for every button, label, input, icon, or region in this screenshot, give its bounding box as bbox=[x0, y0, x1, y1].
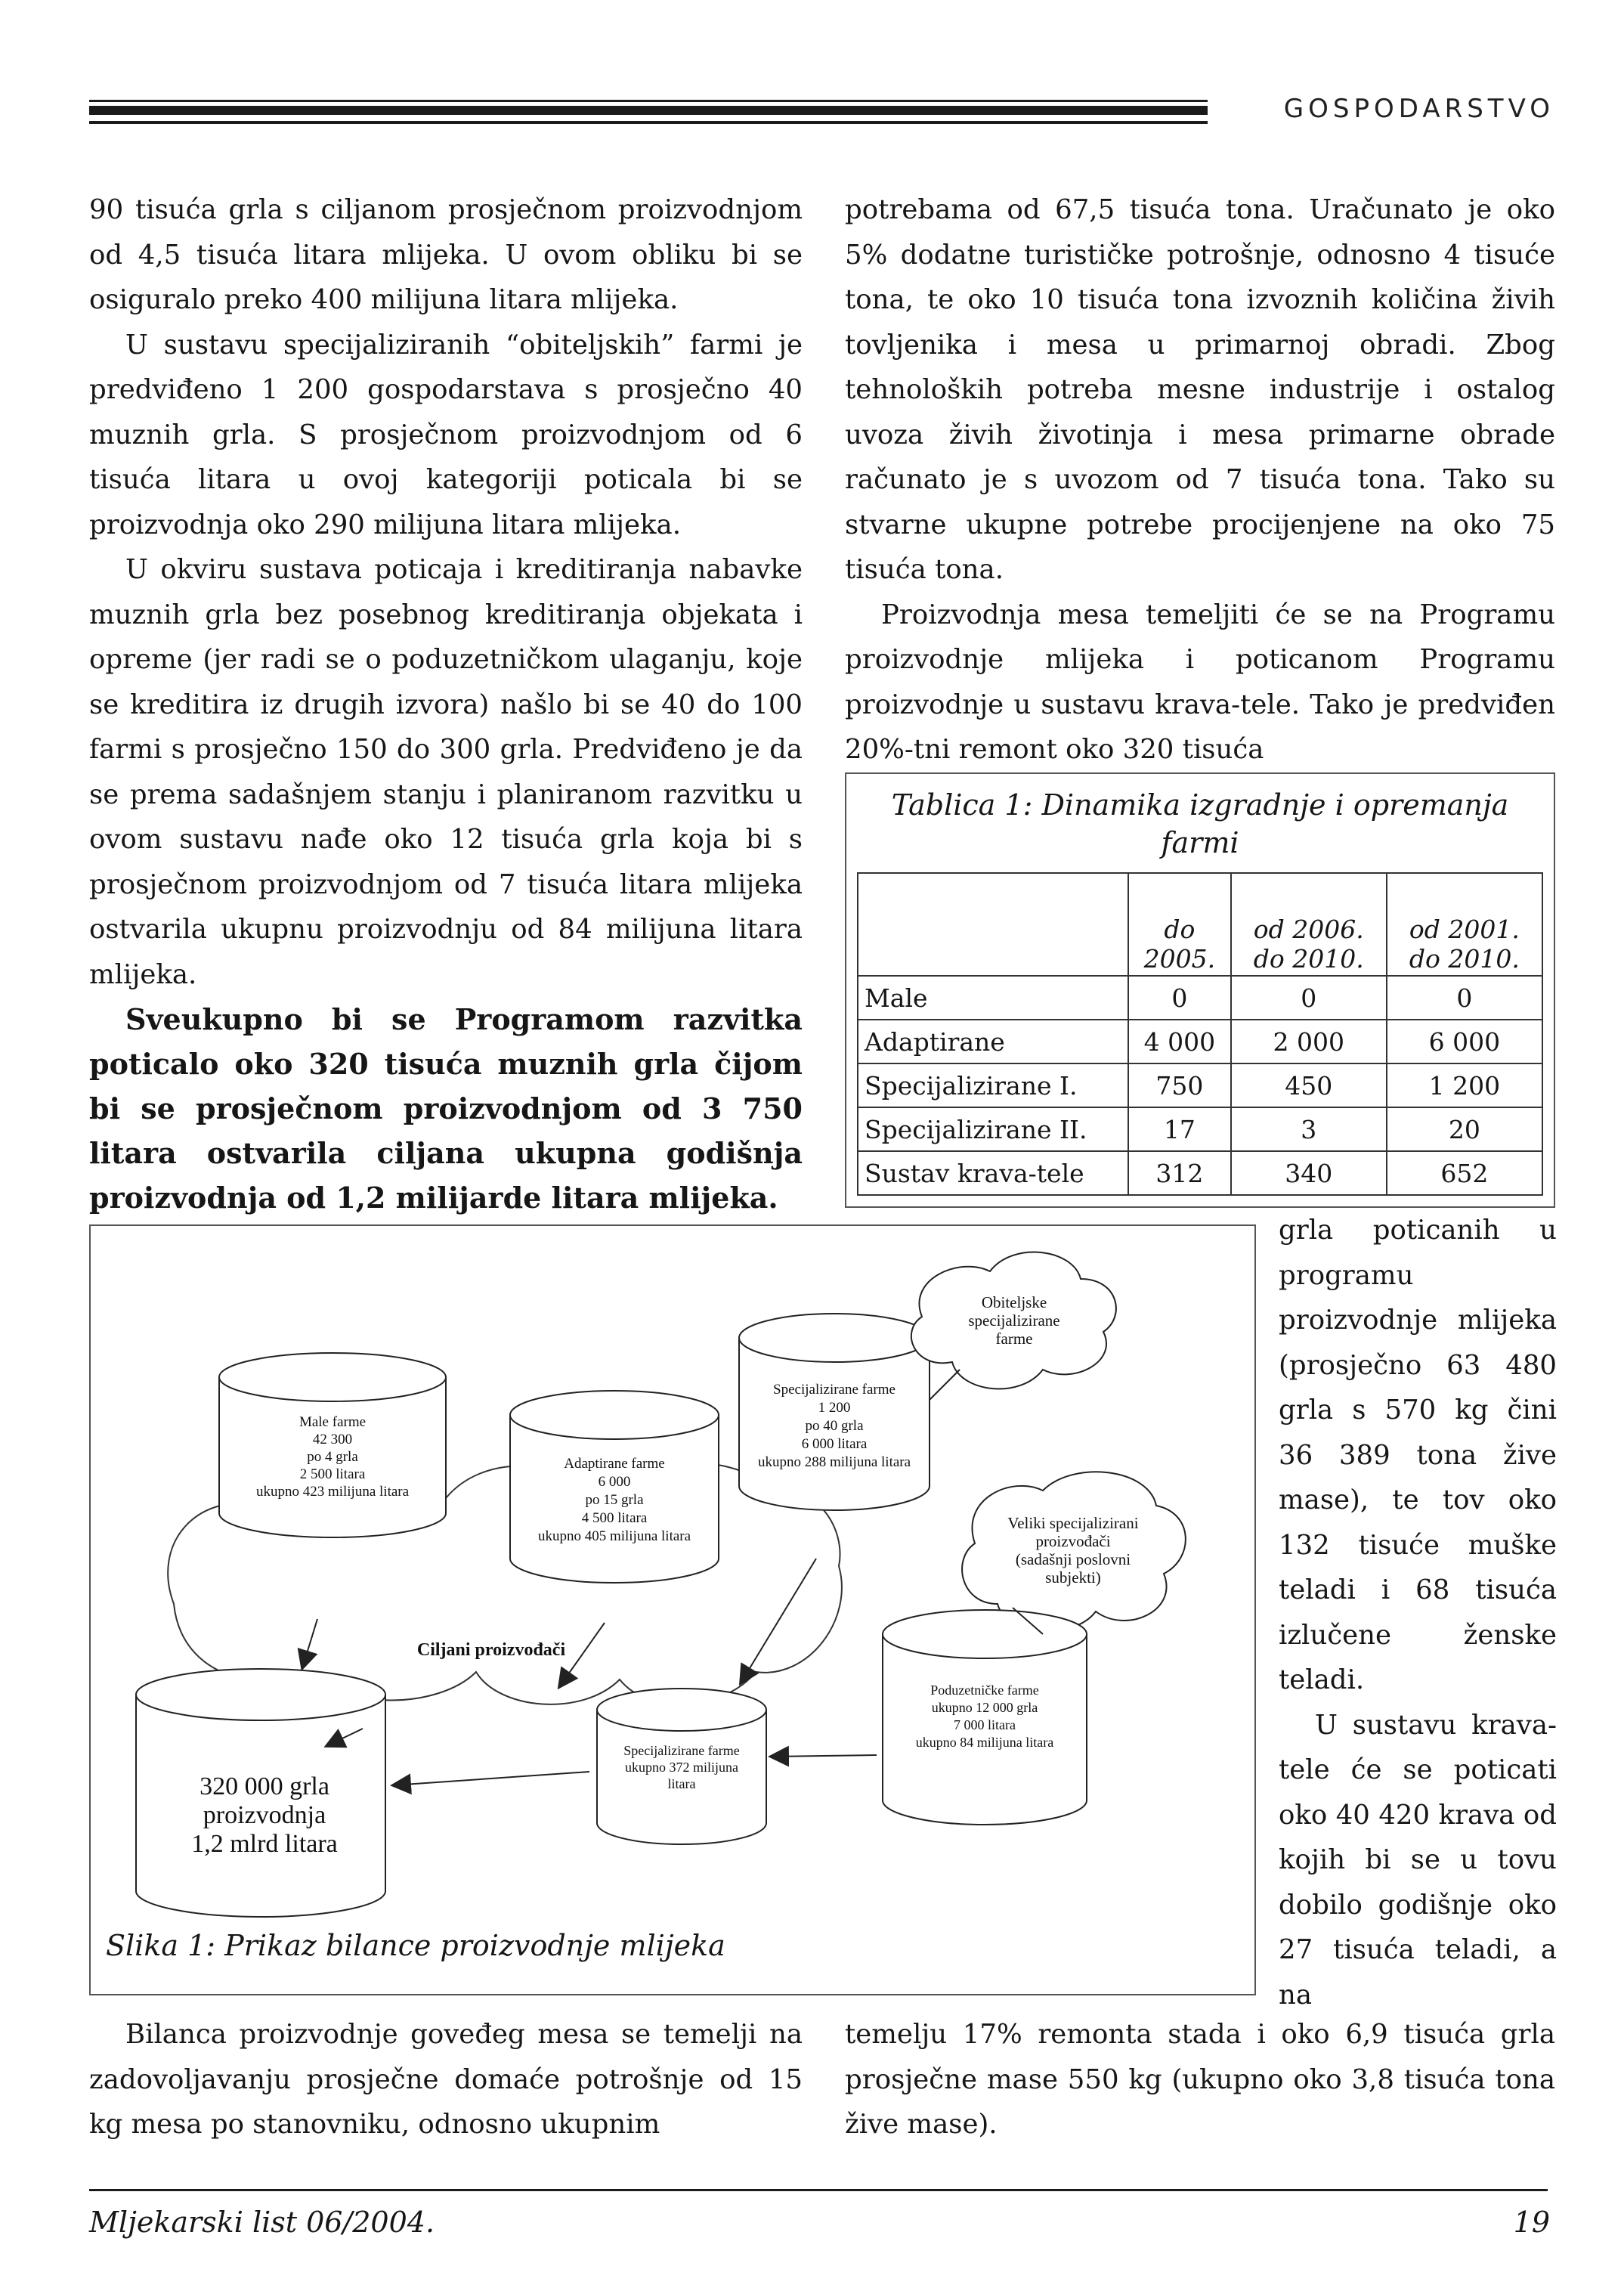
total-line2: proizvodnja bbox=[203, 1801, 326, 1829]
entrepreneurial-line1: Poduzetničke farme bbox=[930, 1683, 1039, 1698]
adapted-farms-per: po 15 grla bbox=[585, 1492, 644, 1508]
table-cell: 450 bbox=[1231, 1063, 1387, 1107]
header-rule-top bbox=[89, 100, 1208, 102]
entrepreneurial-line3: 7 000 litara bbox=[954, 1717, 1016, 1732]
adapted-farms-label: Adaptirane farme bbox=[564, 1456, 665, 1472]
large-producers-line3: (sadašnji poslovni bbox=[1015, 1550, 1131, 1568]
male-farms-per: po 4 grla bbox=[307, 1449, 358, 1465]
table-row bbox=[858, 976, 1542, 1020]
entrepreneurial-line2: ukupno 12 000 grla bbox=[931, 1700, 1038, 1715]
arrow-adapted-to-total bbox=[559, 1623, 605, 1687]
table-cell: 2 000 bbox=[1231, 1020, 1387, 1063]
header-rule-thin bbox=[89, 121, 1208, 124]
entrepreneurial-line4: ukupno 84 milijuna litara bbox=[915, 1735, 1054, 1750]
farm-dynamics-table bbox=[857, 872, 1543, 1196]
spec-farms-count: 1 200 bbox=[818, 1400, 851, 1416]
arrow-entrepreneurial-to-spectotal bbox=[771, 1755, 877, 1757]
table-row bbox=[858, 1063, 1542, 1107]
arrow-spectotal-to-total bbox=[393, 1772, 589, 1785]
family-farms-line3: farme bbox=[995, 1330, 1033, 1348]
figure-caption: Slika 1: Prikaz bilance proizvodnje mlijeka bbox=[106, 1929, 725, 1962]
spec-farms-label: Specijalizirane farme bbox=[773, 1382, 896, 1398]
table-cell: 340 bbox=[1231, 1151, 1387, 1195]
table-row bbox=[858, 1151, 1542, 1195]
adapted-farms-total: ukupno 405 milijuna litara bbox=[537, 1528, 691, 1544]
right-paragraph-4: U sustavu krava-tele će se poticati oko 40 420 krava od kojih bi se u tovu dobilo godišnje oko 27 tisuća teladi, a na bbox=[1279, 1709, 1557, 2011]
table-header-cell bbox=[858, 873, 1128, 976]
table-cell: 0 bbox=[1231, 976, 1387, 1020]
large-producers-line4: subjekti) bbox=[1045, 1568, 1101, 1587]
section-title: GOSPODARSTVO bbox=[1283, 94, 1554, 124]
table-cell: Male bbox=[858, 976, 1128, 1020]
arrow-spec-to-spectotal bbox=[741, 1559, 816, 1683]
left-bottom-text bbox=[89, 2012, 803, 2147]
right-paragraph-2: Proizvodnja mesa temeljiti će se na Programu proizvodnje mlijeka i poticanom Programu proizvodnje u sustavu krava-tele. Tako je predviđen 20%-tni remont oko 320 tisuća bbox=[845, 599, 1555, 765]
spec-farms-per: po 40 grla bbox=[805, 1418, 864, 1434]
left-paragraph-3: U okviru sustava poticaja i kreditiranja nabavke muznih grla bez posebnog kreditiranja objekata i opreme (jer radi se o poduzetničkom ulaganju, koje se kreditira iz drugih izvora) našlo bi se 40 do 100 farmi s prosječno 150 do 300 grla. Predviđeno je da se prema sadašnjem stanju i planiranom razvitku u ovom sustavu nađe oko 12 tisuća grla koja bi s prosječnom proizvodnjom od 7 tisuća litara mlijeka ostvarila ukupnu proizvodnju od 84 milijuna litara mlijeka. bbox=[89, 554, 803, 990]
right-paragraph-1: potrebama od 67,5 tisuća tona. Uračunato je oko 5% dodatne turističke potrošnje, odnosno 4 tisuće tona, te oko 10 tisuća tona izvoznih količina živih tovljenika i mesa u primarnoj obradi. Zbog tehnoloških potreba mesne industrije i ostalog uvoza živih životinja i mesa primarne obrade računato je s uvozom od 7 tisuća tona. Tako su stvarne ukupne potrebe procijenjene na oko 75 tisuća tona. bbox=[845, 194, 1555, 585]
table-header-cell: do 2005. bbox=[1128, 873, 1231, 976]
male-farms-total: ukupno 423 milijuna litara bbox=[255, 1484, 410, 1500]
table-frame bbox=[845, 772, 1555, 1208]
total-line1: 320 000 grla bbox=[200, 1772, 329, 1800]
total-line3: 1,2 mlrd litara bbox=[191, 1830, 338, 1858]
table-cell: 3 bbox=[1231, 1107, 1387, 1151]
table-cell: 0 bbox=[1387, 976, 1542, 1020]
spec-farms-litres: 6 000 litara bbox=[801, 1436, 868, 1452]
table-cell: Specijalizirane II. bbox=[858, 1107, 1128, 1151]
male-farms-count: 42 300 bbox=[312, 1432, 353, 1447]
journal-name: Mljekarski list 06/2004. bbox=[89, 2206, 435, 2239]
table-cell: 1 200 bbox=[1387, 1063, 1542, 1107]
right-paragraph-5: temelju 17% remonta stada i oko 6,9 tisuća grla prosječne mase 550 kg (ukupno oko 3,8 tisuća tona žive mase). bbox=[845, 2019, 1555, 2140]
table-cell: 0 bbox=[1128, 976, 1231, 1020]
table-row bbox=[858, 1107, 1542, 1151]
left-paragraph-2: U sustavu specijaliziranih “obiteljskih” farmi je predviđeno 1 200 gospodarstava s prosječno 40 muznih grla. S prosječnom proizvodnjom od 6 tisuća litara u ovoj kategoriji poticala bi se proizvodnja oko 290 milijuna litara mlijeka. bbox=[89, 329, 803, 540]
table-row bbox=[858, 1020, 1542, 1063]
table-cell: Specijalizirane I. bbox=[858, 1063, 1128, 1107]
table-header-cell: od 2001. do 2010. bbox=[1387, 873, 1542, 976]
table-cell: Adaptirane bbox=[858, 1020, 1128, 1063]
right-paragraph-3: grla poticanih u programu proizvodnje mlijeka (prosječno 63 480 grla s 570 kg čini 36 389 tona žive mase), te tov oko 132 tisuće muške teladi i 68 tisuća izlučene ženske teladi. bbox=[1279, 1215, 1557, 1695]
male-farms-label: Male farme bbox=[299, 1414, 367, 1430]
right-narrow-text bbox=[1279, 1208, 1557, 2017]
left-paragraph-1: 90 tisuća grla s ciljanom prosječnom proizvodnjom od 4,5 tisuća litara mlijeka. U ovom obliku bi se osiguralo preko 400 milijuna litara mlijeka. bbox=[89, 194, 803, 315]
page-number: 19 bbox=[1513, 2206, 1550, 2239]
target-producers-label: Ciljani proizvođači bbox=[416, 1640, 566, 1660]
male-farms-litres: 2 500 litara bbox=[299, 1466, 366, 1482]
family-farms-line2: specijalizirane bbox=[968, 1311, 1060, 1330]
left-paragraph-5: Bilanca proizvodnje goveđeg mesa se temelji na zadovoljavanju prosječne domaće potrošnje od 15 kg mesa po stanovniku, odnosno ukupnim bbox=[89, 2019, 803, 2140]
table-header-cell: od 2006. do 2010. bbox=[1231, 873, 1387, 976]
large-producers-line2: proizvođači bbox=[1035, 1532, 1111, 1550]
table-cell: 652 bbox=[1387, 1151, 1542, 1195]
adapted-farms-count: 6 000 bbox=[598, 1474, 631, 1490]
arrow-male-to-total bbox=[302, 1619, 317, 1668]
table-header-row bbox=[858, 873, 1542, 976]
adapted-farms-litres: 4 500 litara bbox=[581, 1510, 648, 1526]
arrow-family-to-spec bbox=[930, 1370, 960, 1400]
header-rule-thick bbox=[89, 106, 1208, 115]
family-farms-line1: Obiteljske bbox=[981, 1293, 1047, 1311]
table-caption: Tablica 1: Dinamika izgradnje i opremanja farmi bbox=[891, 788, 1509, 859]
right-bottom-text bbox=[845, 2012, 1555, 2147]
table-cell: 750 bbox=[1128, 1063, 1231, 1107]
spec-total-line2: ukupno 372 milijuna bbox=[625, 1760, 738, 1775]
table-cell: 20 bbox=[1387, 1107, 1542, 1151]
table-cell: 6 000 bbox=[1387, 1020, 1542, 1063]
footer-rule bbox=[89, 2189, 1548, 2191]
spec-total-line3: litara bbox=[667, 1776, 696, 1791]
table-cell: 312 bbox=[1128, 1151, 1231, 1195]
left-paragraph-4-bold: Sveukupno bi se Programom razvitka poticalo oko 320 tisuća muznih grla čijom bi se prosječnom proizvodnjom od 3 750 litara ostvarila ciljana ukupna godišnja proizvodnja od 1,2 milijarde litara mlijeka. bbox=[89, 1002, 803, 1215]
left-column-text bbox=[89, 187, 803, 1220]
table-cell: Sustav krava-tele bbox=[858, 1151, 1128, 1195]
figure-frame bbox=[89, 1224, 1256, 1995]
milk-balance-diagram bbox=[91, 1226, 1254, 1994]
right-column-text bbox=[845, 187, 1555, 772]
spec-farms-total: ukupno 288 milijuna litara bbox=[757, 1454, 911, 1470]
large-producers-line1: Veliki specijalizirani bbox=[1007, 1514, 1139, 1532]
table-cell: 17 bbox=[1128, 1107, 1231, 1151]
spec-total-line1: Specijalizirane farme bbox=[623, 1743, 740, 1758]
table-cell: 4 000 bbox=[1128, 1020, 1231, 1063]
